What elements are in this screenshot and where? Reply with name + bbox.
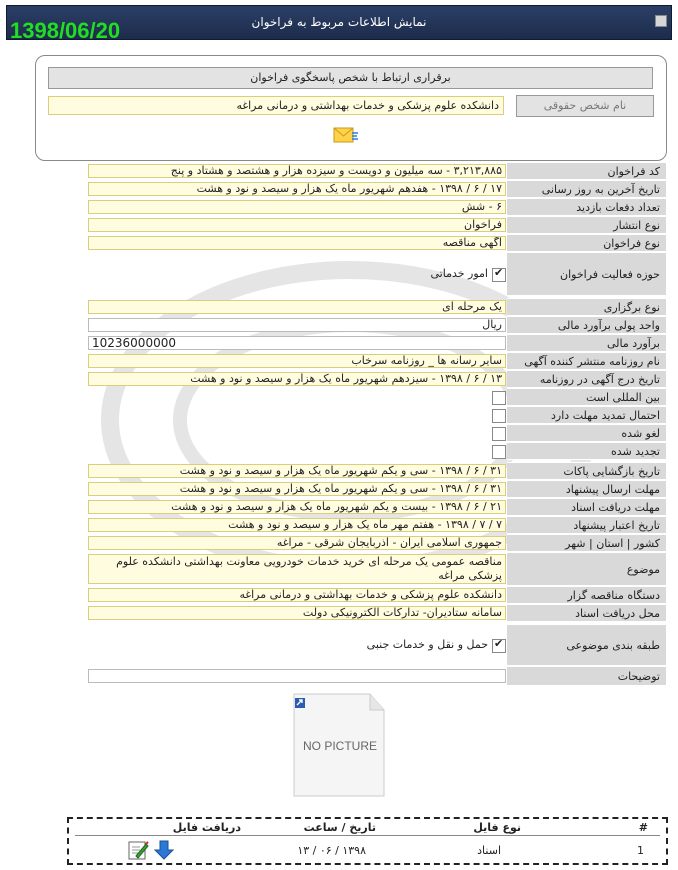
row-cancel (88, 424, 666, 442)
no-picture-text: NO PICTURE (302, 739, 378, 753)
col-num: # (638, 821, 648, 834)
activity-checkbox[interactable] (492, 268, 506, 282)
label-holding: نوع برگزاری (507, 298, 666, 316)
close-button[interactable] (655, 15, 667, 27)
value-subject: مناقصه عمومی یک مرحله ای خرید خدمات خودرویی معاونت بهداشتی دانشکده علوم پزشکی مراغه (88, 554, 506, 584)
label-estimate: برآورد مالی (507, 334, 666, 352)
label-category: طبقه بندی موضوعی (507, 624, 666, 666)
category-text: حمل و نقل و خدمات جنبی (366, 638, 488, 651)
row-updated (88, 180, 666, 198)
activity-text: امور خدماتی (430, 267, 488, 280)
row-holding (88, 298, 666, 316)
legal-entity-label: نام شخص حقوقی (516, 95, 654, 117)
row-extend (88, 406, 666, 424)
label-intl: بین المللی است (507, 388, 666, 406)
label-notes: توضیحات (507, 666, 666, 686)
value-org: دانشکده علوم پزشکی و خدمات بهداشتی و درمانی مراغه (88, 588, 506, 602)
category-checkbox[interactable] (492, 639, 506, 653)
label-activity: حوزه فعالیت فراخوان (507, 252, 666, 296)
value-estimate: 10236000000 (88, 336, 506, 350)
files-header (69, 819, 666, 836)
contact-header[interactable]: برقراری ارتباط با شخص پاسخگوی فراخوان (48, 67, 653, 89)
row-code (88, 162, 666, 180)
row-validity (88, 516, 666, 534)
label-docs: مهلت دریافت اسناد (507, 498, 666, 516)
row-activity (88, 252, 666, 296)
value-newsdate: ۱۳ / ۶ / ۱۳۹۸ - سیزدهم شهریور ماه یک هزار و سیصد و نود و هشت (88, 372, 506, 386)
no-picture-placeholder (290, 692, 386, 800)
files-table (67, 817, 668, 865)
header-divider (75, 835, 660, 836)
label-updated: تاریخ آخرین به روز رسانی (507, 180, 666, 198)
extend-checkbox[interactable] (492, 409, 506, 423)
row-currency (88, 316, 666, 334)
label-open: تاریخ بازگشایی پاکات (507, 462, 666, 480)
row-notes (88, 666, 666, 686)
renew-checkbox[interactable] (492, 445, 506, 459)
row-visits (88, 198, 666, 216)
label-renew: تجدید شده (507, 442, 666, 460)
row-place (88, 604, 666, 622)
date-stamp: 1398/06/20 (10, 18, 121, 43)
label-pub-type: نوع انتشار (507, 216, 666, 234)
label-location: کشور | استان | شهر (507, 534, 666, 552)
intl-checkbox[interactable] (492, 391, 506, 405)
row-location (88, 534, 666, 552)
value-open: ۳۱ / ۶ / ۱۳۹۸ - سی و یکم شهریور ماه یک هزار و سیصد و نود و هشت (88, 464, 506, 478)
row-send (88, 480, 666, 498)
row-subject (88, 552, 666, 586)
value-newspaper: سایر رسانه ها _ روزنامه سرخاب (88, 354, 506, 368)
value-pub-type: فراخوان (88, 218, 506, 232)
label-cancel: لغو شده (507, 424, 666, 442)
value-location: جمهوری اسلامی ایران - آذربایجان شرقی - مراغه (88, 536, 506, 550)
label-extend: احتمال تمدید مهلت دارد (507, 406, 666, 424)
row-newsdate (88, 370, 666, 388)
row-date: ۱۳ / ۰۶ / ۱۳۹۸ (297, 844, 366, 857)
label-currency: واحد پولی برآورد مالی (507, 316, 666, 334)
table-row (69, 839, 666, 863)
edit-icon[interactable] (127, 839, 149, 861)
row-newspaper (88, 352, 666, 370)
cancel-checkbox[interactable] (492, 427, 506, 441)
legal-entity-value: دانشکده علوم پزشکی و خدمات بهداشتی و درمانی مراغه (48, 96, 504, 115)
label-newsdate: تاریخ درج آگهی در روزنامه (507, 370, 666, 388)
label-newspaper: نام روزنامه منتشر کننده آگهی (507, 352, 666, 370)
value-validity: ۷ / ۷ / ۱۳۹۸ - هفتم مهر ماه یک هزار و سیصد و نود و هشت (88, 518, 506, 532)
row-type: اسناد (477, 844, 501, 857)
row-org (88, 586, 666, 604)
value-call-type: آگهی مناقصه (88, 236, 506, 250)
label-validity: تاریخ اعتبار پیشنهاد (507, 516, 666, 534)
envelope-icon[interactable] (333, 126, 359, 144)
label-call-type: نوع فراخوان (507, 234, 666, 252)
row-docs (88, 498, 666, 516)
col-date: تاریخ / ساعت (303, 821, 376, 834)
value-visits: ۶ - شش (88, 200, 506, 214)
label-visits: تعداد دفعات بازدید (507, 198, 666, 216)
col-download: دریافت فایل (172, 821, 241, 834)
value-updated: ۱۷ / ۶ / ۱۳۹۸ - هفدهم شهریور ماه یک هزار و سیصد و نود و هشت (88, 182, 506, 196)
download-arrow-icon[interactable] (153, 839, 175, 861)
label-send: مهلت ارسال پیشنهاد (507, 480, 666, 498)
label-org: دستگاه مناقصه گزار (507, 586, 666, 604)
value-docs: ۲۱ / ۶ / ۱۳۹۸ - بیست و یکم شهریور ماه یک هزار و سیصد و نود و هشت (88, 500, 506, 514)
label-place: محل دریافت اسناد (507, 604, 666, 622)
label-code: کد فراخوان (507, 162, 666, 180)
row-call-type (88, 234, 666, 252)
contact-panel (35, 55, 667, 161)
row-renew (88, 442, 666, 460)
row-open (88, 462, 666, 480)
row-pub-type (88, 216, 666, 234)
value-place: سامانه ستادیران- تدارکات الکترونیکی دولت (88, 606, 506, 620)
value-code: ۳,۲۱۳,۸۸۵ - سه میلیون و دویست و سیزده هزار و هشتصد و هشتاد و پنج (88, 164, 506, 178)
value-currency: ریال (88, 318, 506, 332)
label-subject: موضوع (507, 552, 666, 586)
value-holding: یک مرحله ای (88, 300, 506, 314)
row-intl (88, 388, 666, 406)
row-estimate (88, 334, 666, 352)
window-title: نمایش اطلاعات مربوط به فراخوان (251, 15, 427, 29)
row-num: 1 (637, 844, 644, 857)
col-type: نوع فایل (473, 821, 521, 834)
row-category (88, 624, 666, 666)
value-notes (88, 669, 506, 683)
value-send: ۳۱ / ۶ / ۱۳۹۸ - سی و یکم شهریور ماه یک هزار و سیصد و نود و هشت (88, 482, 506, 496)
